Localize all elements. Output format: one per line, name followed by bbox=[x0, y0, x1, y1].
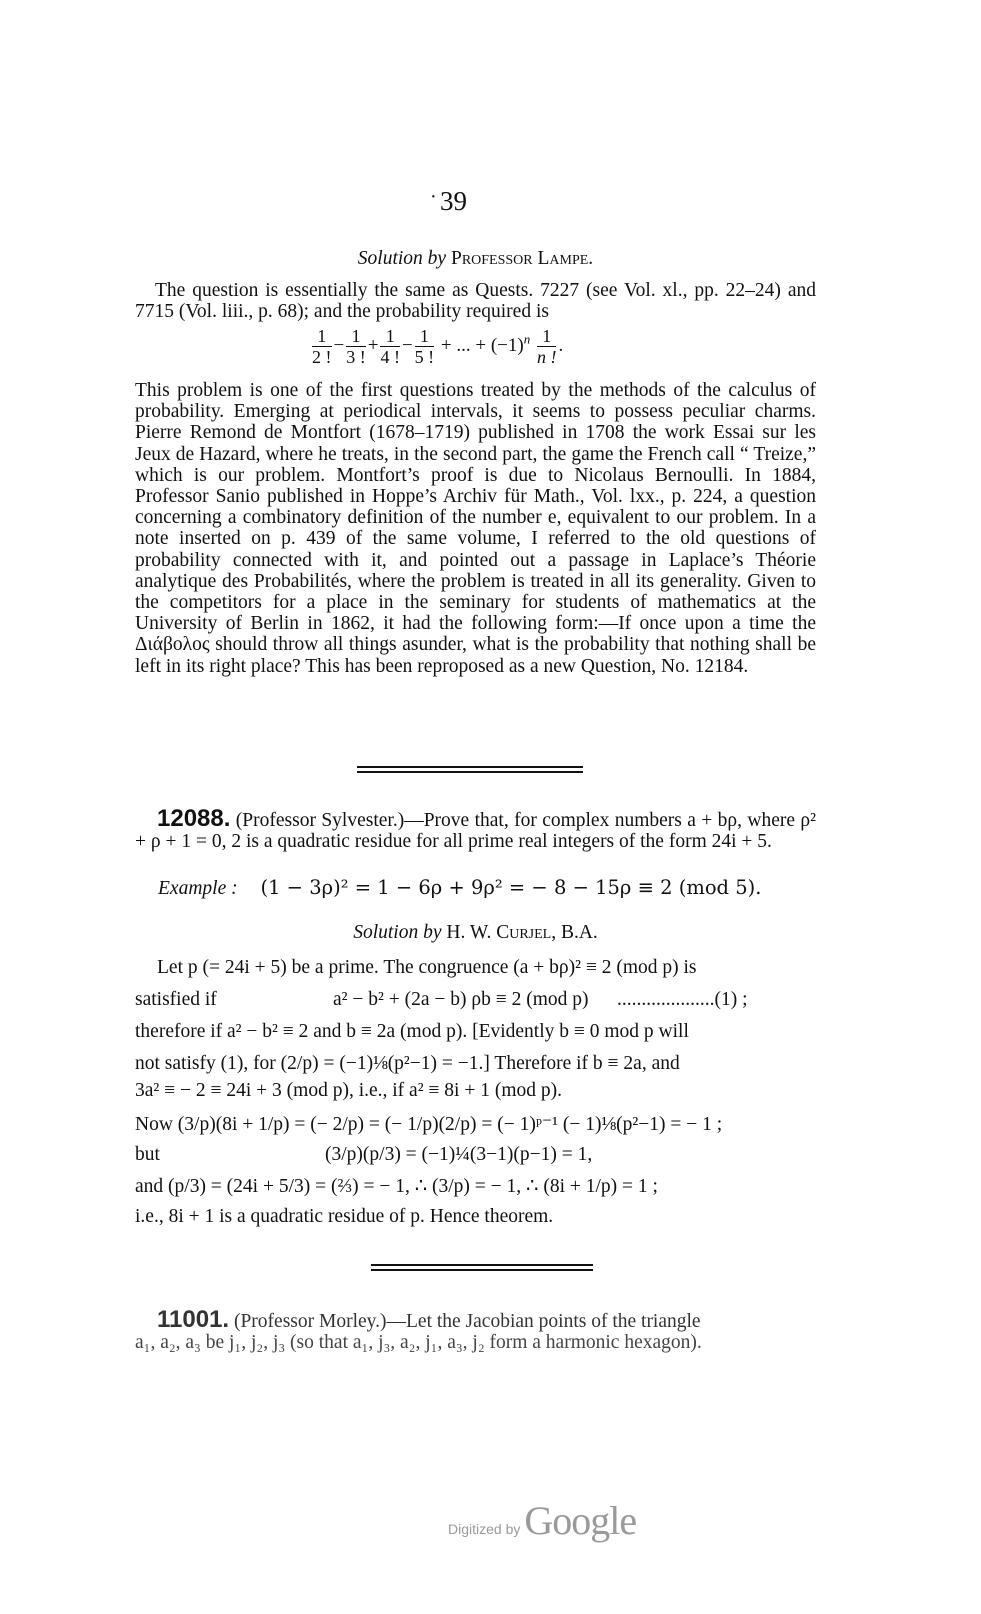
question-statement: (Professor Sylvester.)—Prove that, for complex numbers a + bρ, where ρ² + ρ + 1 = 0, 2 is a quadratic residue for all prime real integers of the form 24i + 5. bbox=[135, 810, 817, 853]
proof-line: not satisfy (1), for (2/p) = (−1)⅛(p²−1) = −1.] Therefore if b ≡ 2a, and bbox=[135, 1053, 680, 1074]
proof-line: Now (3/p)(8i + 1/p) = (− 2/p) = (− 1/p)(2/p) = (− 1)ᵖ⁻¹ (− 1)⅛(p²−1) = − 1 ; bbox=[135, 1114, 723, 1135]
formula-fraction: $\frac{1}{4 !}$ bbox=[380, 326, 400, 367]
lampe-body: This problem is one of the first questions treated by the methods of the calculus of probability. Emerging at periodical intervals, it seems to possess peculiar charms. Pierre Remond de Montfort (1678–1719) published in 1708 the work Essai sur les Jeux de Hazard, where he treats, in the second part, the game the French call “ Treize,” which is our problem. Montfort’s proof is due to Nicolaus Bernoulli. In 1884, Professor Sanio published in Hoppe’s Archiv für Math., Vol. lxx., p. 224, a question concerning a combinatory definition of the number e, equivalent to our problem. In a note inserted on p. 439 of the same volume, I referred to the old questions of probability connected with it, and pointed out a passage in Laplace’s Théorie analytique des Probabilités, where the problem is treated in all its generality. Given to the competitors for a place in the seminary for students of mathematics at the University of Berlin in 1862, it had the following form:—If once upon a time the Διάβολος should throw all things asunder, what is the probability that nothing shall be left in its right place? This has been reproposed as a new Question, No. 12184. bbox=[135, 380, 816, 677]
proof-equation: a² − b² + (2a − b) ρb ≡ 2 (mod p) bbox=[333, 989, 589, 1010]
stray-dot: · bbox=[430, 186, 437, 208]
question-12088 bbox=[135, 805, 817, 853]
question-statement: (Professor Morley.)—Let the Jacobian points of the triangle bbox=[233, 1311, 701, 1332]
proof-line: but bbox=[135, 1144, 160, 1165]
formula-fraction: $\frac{1}{n !}$ bbox=[536, 326, 557, 367]
curjel-solution-heading bbox=[135, 922, 816, 944]
separator-rule bbox=[371, 1269, 593, 1271]
lampe-intro: The question is essentially the same as Quests. 7227 (see Vol. xl., pp. 22–24) and 7715 (Vol. liii., p. 68); and the probability required is bbox=[135, 280, 816, 323]
separator-rule bbox=[357, 771, 583, 773]
example-label: Example : bbox=[158, 878, 238, 899]
formula-fraction: $\frac{1}{2 !}$ bbox=[312, 326, 332, 367]
question-number: 11001. bbox=[157, 1306, 230, 1333]
solution-by-label: Solution by bbox=[353, 922, 442, 943]
question-11001-line2: a₁, a₂, a₃ be j₁, j₂, j₃ (so that a₁, j₃, a₂, j₁, a₃, j₂ form a harmonic hexagon). bbox=[135, 1332, 702, 1353]
proof-line: 3a² ≡ − 2 ≡ 24i + 3 (mod p), i.e., if a² ≡ 8i + 1 (mod p). bbox=[135, 1080, 562, 1101]
digitized-by-label: Digitized by bbox=[448, 1521, 521, 1537]
proof-line: Let p (= 24i + 5) be a prime. The congruence (a + bρ)² ≡ 2 (mod p) is bbox=[157, 957, 697, 978]
formula-fraction: $\frac{1}{3 !}$ bbox=[346, 326, 366, 367]
solution-author: H. W. Curjel, B.A. bbox=[446, 922, 598, 943]
formula-fraction: $\frac{1}{5 !}$ bbox=[414, 326, 435, 367]
proof-equation: (3/p)(p/3) = (−1)¼(3−1)(p−1) = 1, bbox=[325, 1144, 593, 1165]
example-line bbox=[158, 876, 839, 900]
separator-rule bbox=[371, 1264, 593, 1266]
solution-author: Professor Lampe. bbox=[450, 248, 594, 269]
solution-by-label: Solution by bbox=[357, 248, 447, 269]
question-number: 12088. bbox=[157, 805, 231, 832]
page-number: 39 bbox=[440, 186, 467, 216]
probability-formula: $\frac{1}{2 !}$ − $\frac{1}{3 !}$ + $\frac{1}{4 !}$ − $\frac{1}{5 !}$ + ... + $(-1)^n$ $\frac{1}{n !}$ . bbox=[312, 326, 564, 367]
equation-number: ....................(1) ; bbox=[617, 989, 748, 1010]
proof-line: satisfied if bbox=[135, 989, 217, 1010]
separator-rule bbox=[357, 766, 583, 768]
digitized-by-google-watermark bbox=[448, 1497, 636, 1544]
proof-line: i.e., 8i + 1 is a quadratic residue of p. Hence theorem. bbox=[135, 1206, 554, 1227]
proof-line: and (p/3) = (24i + 5/3) = (⅔) = − 1, ∴ (3/p) = − 1, ∴ (8i + 1/p) = 1 ; bbox=[135, 1176, 658, 1197]
proof-line: therefore if a² − b² ≡ 2 and b ≡ 2a (mod p). [Evidently b ≡ 0 mod p will bbox=[135, 1021, 689, 1042]
example-expression: (1 − 3ρ)² = 1 − 6ρ + 9ρ² = − 8 − 15ρ ≡ 2 (mod 5). bbox=[260, 876, 762, 899]
question-11001 bbox=[157, 1306, 816, 1334]
google-logo: Google bbox=[524, 1498, 637, 1543]
lampe-solution-heading bbox=[135, 248, 816, 270]
